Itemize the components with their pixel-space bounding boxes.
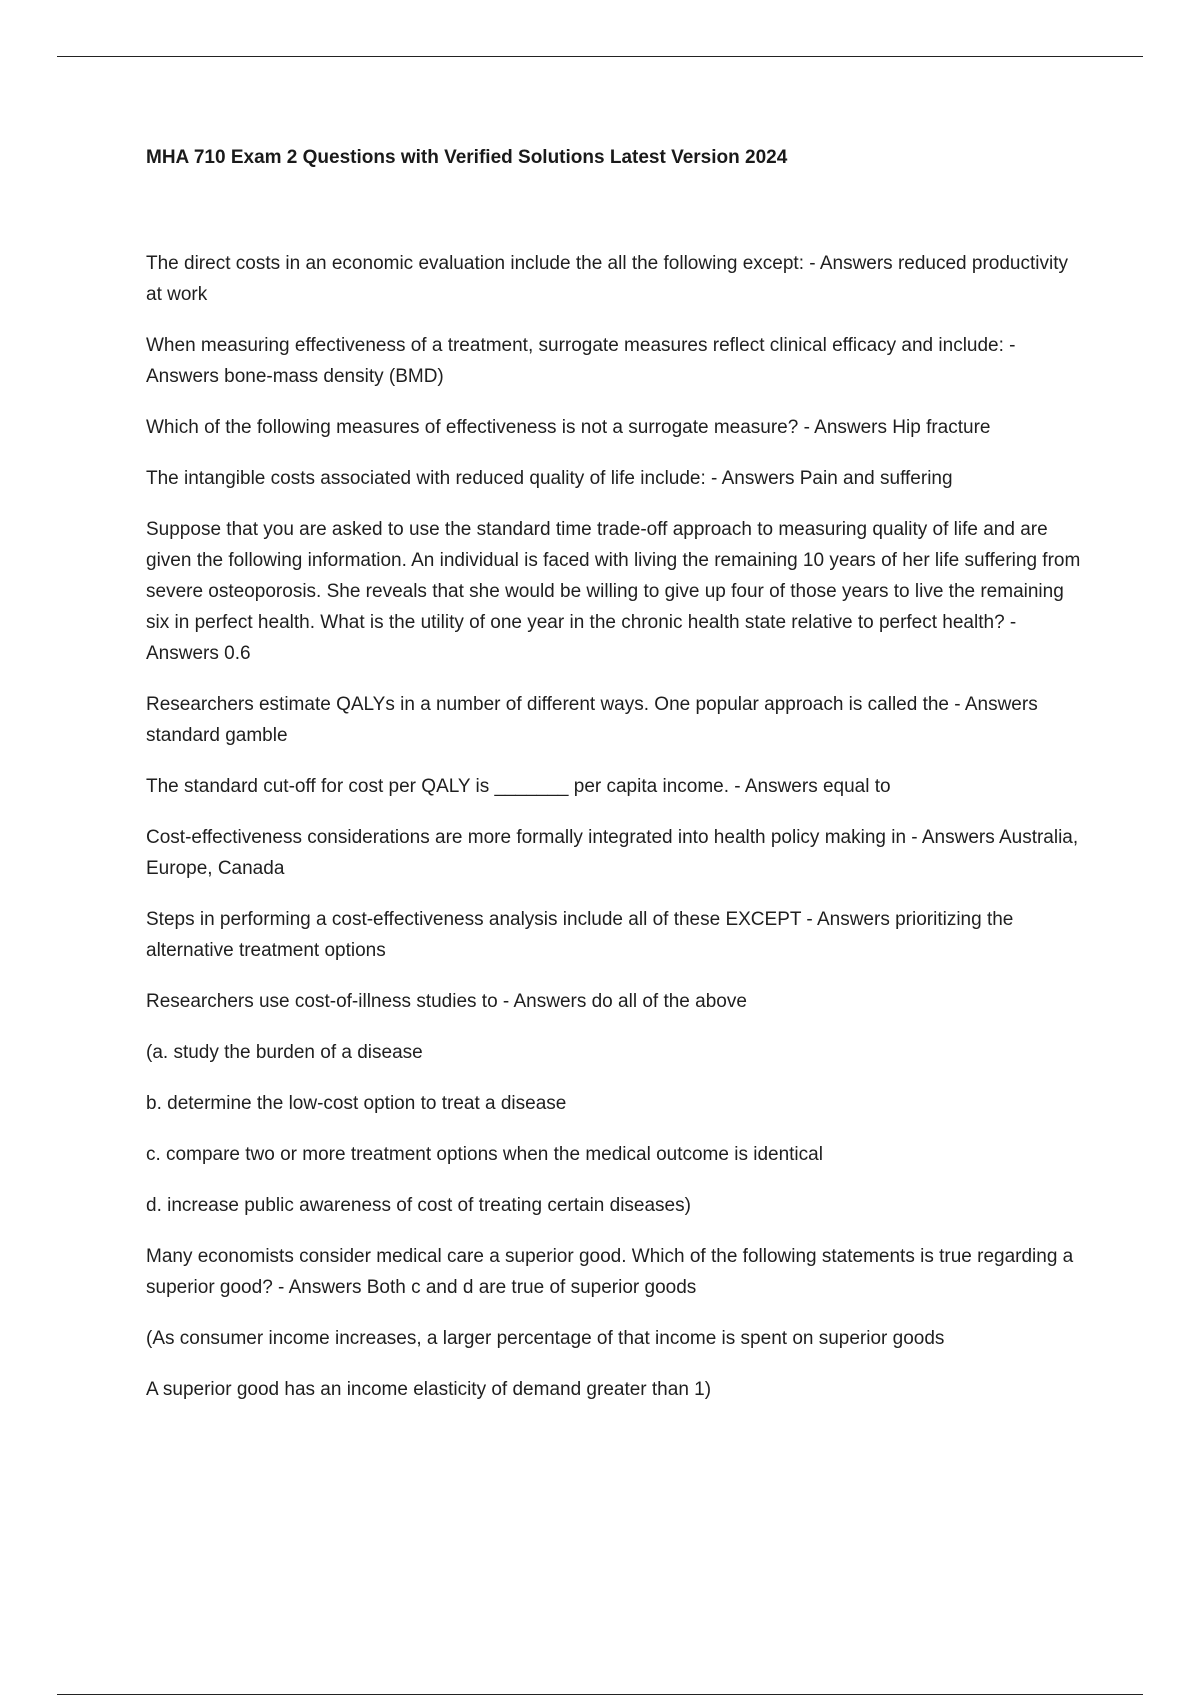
footer-rule: [57, 1694, 1143, 1695]
question-paragraph: Suppose that you are asked to use the standard time trade-off approach to measuring quality of life and are given the following information. An individual is faced with living the remaining 10 years of her life suffering from severe osteoporosis. She reveals that she would be willing to give up four of those years to live the remaining six in perfect health. What is the utility of one year in the chronic health state relative to perfect health? - Answers 0.6: [146, 519, 1081, 664]
question-paragraph: Which of the following measures of effectiveness is not a surrogate measure? - Answers Hip fracture: [146, 417, 991, 438]
question-paragraph: The intangible costs associated with reduced quality of life include: - Answers Pain and suffering: [146, 468, 953, 489]
answer-option-item: c. compare two or more treatment options when the medical outcome is identical: [146, 1144, 823, 1165]
header-rule: [57, 56, 1143, 57]
question-paragraph: Researchers use cost-of-illness studies to - Answers do all of the above: [146, 991, 747, 1012]
document-body: [146, 248, 1086, 1425]
question-paragraph: Steps in performing a cost-effectiveness analysis include all of these EXCEPT - Answers prioritizing the alternative treatment options: [146, 909, 1014, 961]
question-paragraph: The standard cut-off for cost per QALY is _______ per capita income. - Answers equal to: [146, 776, 891, 797]
document-title: MHA 710 Exam 2 Questions with Verified Solutions Latest Version 2024: [146, 147, 788, 168]
question-paragraph: Many economists consider medical care a superior good. Which of the following statements is true regarding a superior good? - Answers Both c and d are true of superior goods: [146, 1246, 1074, 1298]
answer-option-item: d. increase public awareness of cost of treating certain diseases): [146, 1195, 691, 1216]
answer-option-item: (As consumer income increases, a larger percentage of that income is spent on superior goods: [146, 1328, 945, 1349]
answer-option-item: (a. study the burden of a disease: [146, 1042, 423, 1063]
question-paragraph: Researchers estimate QALYs in a number of different ways. One popular approach is called the - Answers standard gamble: [146, 694, 1038, 746]
answer-option-item: b. determine the low-cost option to treat a disease: [146, 1093, 567, 1114]
question-paragraph: The direct costs in an economic evaluation include the all the following except: - Answers reduced productivity at work: [146, 253, 1068, 305]
question-paragraph: Cost-effectiveness considerations are more formally integrated into health policy making in - Answers Australia, Europe, Canada: [146, 827, 1079, 879]
question-paragraph: When measuring effectiveness of a treatment, surrogate measures reflect clinical efficacy and include: - Answers bone-mass density (BMD): [146, 335, 1016, 387]
answer-option-item: A superior good has an income elasticity of demand greater than 1): [146, 1379, 712, 1400]
